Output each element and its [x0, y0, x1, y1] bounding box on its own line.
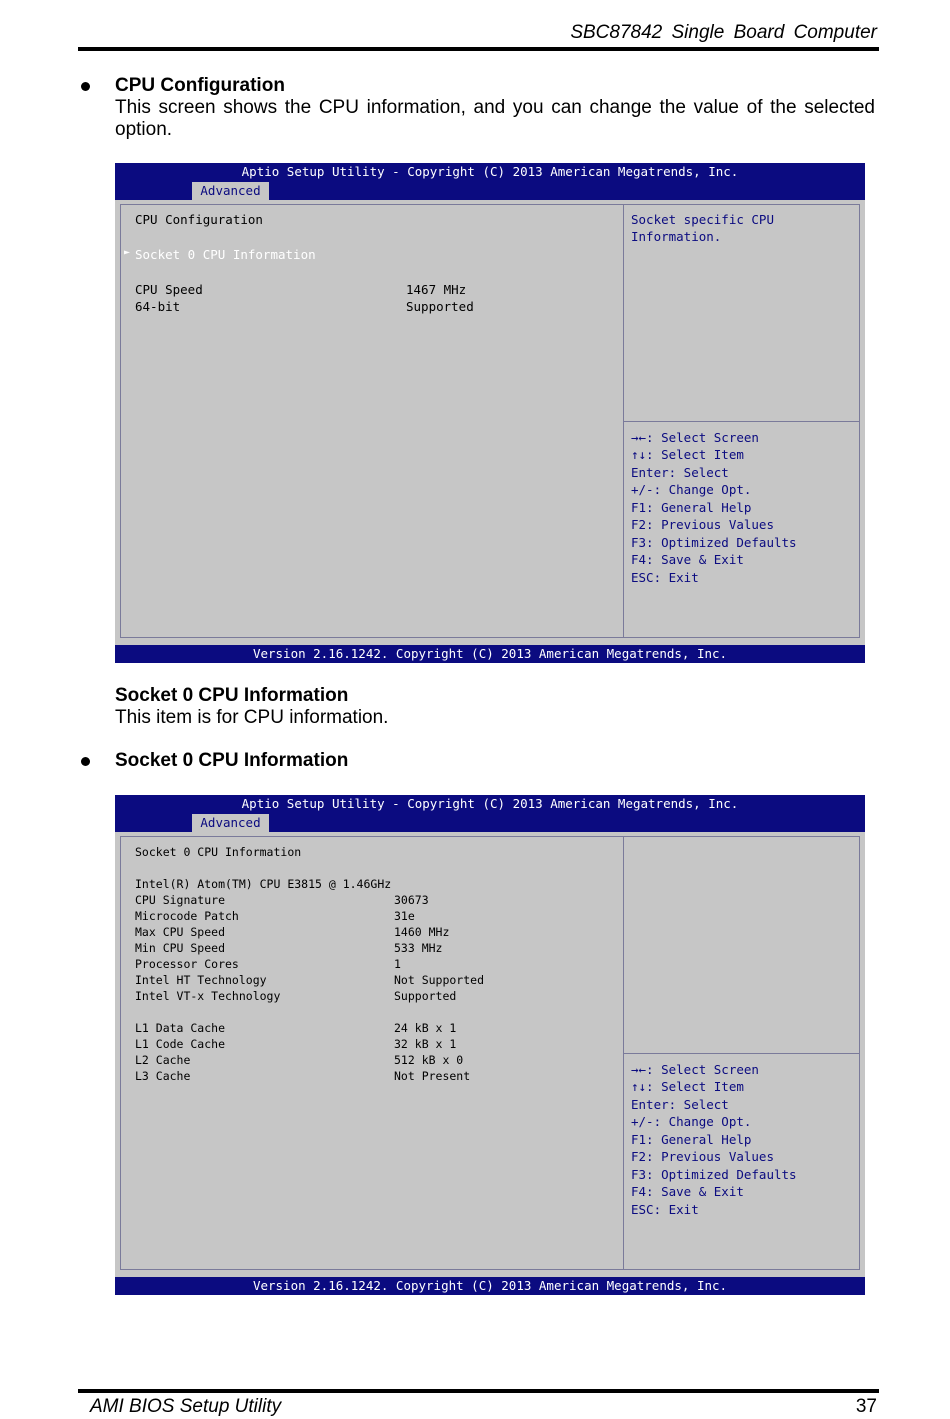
item-description: This item is for CPU information.: [115, 707, 389, 728]
key-general-help: F1: General Help: [631, 1132, 752, 1147]
bullet-icon: [81, 757, 90, 766]
key-enter-select: Enter: Select: [631, 465, 729, 480]
bios-version-bar: Version 2.16.1242. Copyright (C) 2013 American Megatrends, Inc.: [115, 645, 865, 663]
row-label-min-cpu-speed: Min CPU Speed: [135, 941, 226, 955]
row-label-l2-cache: L2 Cache: [135, 1053, 191, 1067]
row-value-cpu-speed: 1467 MHz: [406, 282, 467, 297]
row-label-max-cpu-speed: Max CPU Speed: [135, 925, 226, 939]
key-esc-exit: ESC: Exit: [631, 1202, 699, 1217]
key-previous-values: F2: Previous Values: [631, 517, 774, 532]
key-select-screen: →←: Select Screen: [631, 1062, 759, 1077]
key-previous-values: F2: Previous Values: [631, 1149, 774, 1164]
footer-rule: [78, 1389, 879, 1393]
row-value-microcode-patch: 31e: [394, 909, 415, 923]
row-label-cpu-speed: CPU Speed: [135, 282, 203, 297]
bios-title: Aptio Setup Utility - Copyright (C) 2013 American Megatrends, Inc.: [241, 796, 739, 811]
tab-advanced[interactable]: Advanced: [192, 182, 269, 200]
row-label-microcode-patch: Microcode Patch: [135, 909, 239, 923]
bios-screen-cpu-configuration: [115, 163, 865, 663]
key-change-opt: +/-: Change Opt.: [631, 1114, 752, 1129]
section-description: This screen shows the CPU information, and you can change the value of the selected option.: [115, 97, 875, 140]
row-value-cpu-signature: 30673: [394, 893, 429, 907]
row-value-l1-code-cache: 32 kB x 1: [394, 1037, 457, 1051]
bios-main-panel: [120, 204, 624, 638]
bios-help-panel: [624, 836, 860, 1054]
key-save-exit: F4: Save & Exit: [631, 552, 744, 567]
section-title-socket-0-cpu-information: Socket 0 CPU Information: [115, 750, 349, 771]
bullet-icon: [81, 82, 90, 91]
row-label-intel-vt-x-technology: Intel VT-x Technology: [135, 989, 281, 1003]
key-select-screen: →←: Select Screen: [631, 430, 759, 445]
row-value-l2-cache: 512 kB x 0: [394, 1053, 464, 1067]
bios-screen-socket-0-cpu-information: [115, 795, 865, 1295]
tab-advanced[interactable]: Advanced: [192, 814, 269, 832]
help-text-line: Socket specific CPU: [631, 212, 774, 227]
key-optimized-defaults: F3: Optimized Defaults: [631, 1167, 797, 1182]
row-value-l1-data-cache: 24 kB x 1: [394, 1021, 457, 1035]
row-value-min-cpu-speed: 533 MHz: [394, 941, 443, 955]
row-label-l1-code-cache: L1 Code Cache: [135, 1037, 226, 1051]
cpu-name: Intel(R) Atom(TM) CPU E3815 @ 1.46GHz: [135, 877, 392, 891]
bios-title-bar: [115, 163, 865, 200]
key-change-opt: +/-: Change Opt.: [631, 482, 752, 497]
help-text-line: Information.: [631, 229, 722, 244]
header-rule: [78, 47, 879, 51]
footer-chapter-title: AMI BIOS Setup Utility: [90, 1396, 282, 1417]
row-value-max-cpu-speed: 1460 MHz: [394, 925, 450, 939]
bios-title-bar: [115, 795, 865, 832]
row-value-processor-cores: 1: [394, 957, 401, 971]
row-label-64-bit: 64-bit: [135, 299, 181, 314]
section-title-cpu-configuration: CPU Configuration: [115, 75, 285, 96]
row-label-intel-ht-technology: Intel HT Technology: [135, 973, 267, 987]
bios-title: Aptio Setup Utility - Copyright (C) 2013 American Megatrends, Inc.: [241, 164, 739, 179]
key-general-help: F1: General Help: [631, 500, 752, 515]
row-label-l3-cache: L3 Cache: [135, 1069, 191, 1083]
row-label-l1-data-cache: L1 Data Cache: [135, 1021, 226, 1035]
bios-version-bar: Version 2.16.1242. Copyright (C) 2013 American Megatrends, Inc.: [115, 1277, 865, 1295]
row-value-l3-cache: Not Present: [394, 1069, 471, 1083]
page-number: 37: [855, 1396, 877, 1417]
key-save-exit: F4: Save & Exit: [631, 1184, 744, 1199]
bios-screen-heading: Socket 0 CPU Information: [135, 845, 302, 859]
bios-screen-heading: CPU Configuration: [135, 212, 263, 227]
row-value-64-bit: Supported: [406, 299, 474, 314]
key-select-item: ↑↓: Select Item: [631, 447, 744, 462]
row-label-cpu-signature: CPU Signature: [135, 893, 226, 907]
submenu-arrow-icon: ►: [124, 247, 131, 258]
row-value-intel-ht-technology: Not Supported: [394, 973, 485, 987]
key-enter-select: Enter: Select: [631, 1097, 729, 1112]
key-optimized-defaults: F3: Optimized Defaults: [631, 535, 797, 550]
key-select-item: ↑↓: Select Item: [631, 1079, 744, 1094]
item-title: Socket 0 CPU Information: [115, 685, 349, 706]
row-label-processor-cores: Processor Cores: [135, 957, 239, 971]
row-value-intel-vt-x-technology: Supported: [394, 989, 457, 1003]
menu-item-socket-0-cpu-information[interactable]: Socket 0 CPU Information: [135, 247, 316, 262]
key-esc-exit: ESC: Exit: [631, 570, 699, 585]
page-header-title: SBC87842 Single Board Computer: [570, 22, 877, 43]
